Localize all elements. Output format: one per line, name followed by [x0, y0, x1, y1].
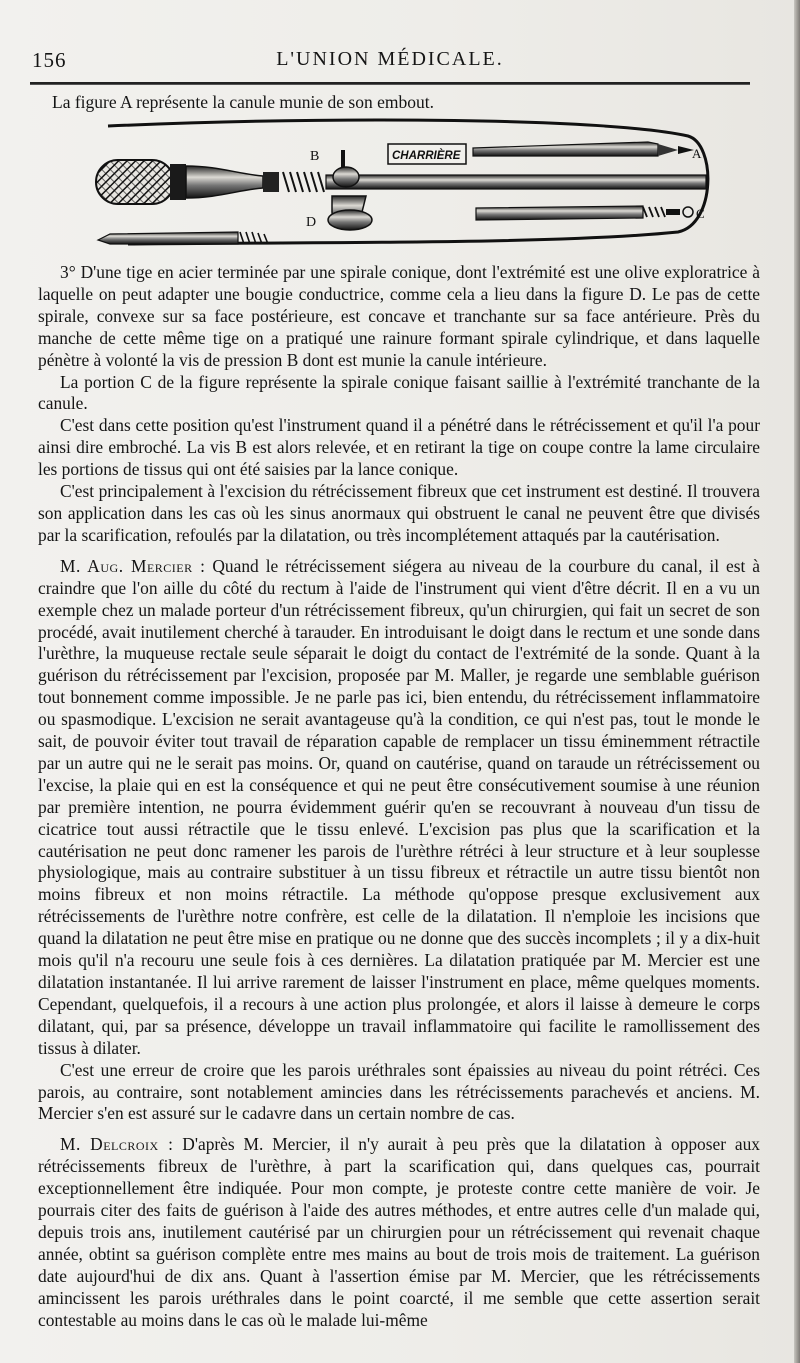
paragraph: C'est dans cette position qu'est l'instrument quand il a pénétré dans le rétrécissement et qu'il l'a pour ainsi dire embroché. La vis B est alors relevée, et en retirant la tige on coupe contre la lame circulaire les portions de tissus qui ont été saisies par la lance conique.	[38, 415, 760, 480]
article-body	[38, 262, 760, 1332]
paragraph: 3° D'une tige en acier terminée par une spirale conique, dont l'extrémité est une olive exploratrice à laquelle on peut adapter une bougie conductrice, comme cela a lieu dans la figure D. Le pas de cette spirale, convexe sur sa face postérieure, est concave et tranchante sur sa face antérieure. Près du manche de cette même tige on a pratiqué une rainure formant spirale cylindrique, et dans laquelle pénètre à volonté la vis de pression B dont est munie la canule intérieure.	[38, 262, 760, 370]
page-number: 156	[32, 48, 67, 72]
paragraph-speaker-delcroix: M. Delcroix : D'après M. Mercier, il n'y aurait à peu près que la dilatation à opposer aux rétrécissements fibreux de l'urèthre, à part la scarification qui, dans quelques cas, pourrait exceptionnellement être indiquée. Pour mon compte, je proteste contre cette manière de voir. Je pourrais citer des faits de guérison à l'aide des autres méthodes, et entre autres celle d'un malade qui, depuis trois ans, inutilement cautérisé par un chirurgien pour un rétrécissement qui revenait chaque année, obtint sa guérison complète entre mes mains au bout de trois mois de traitement. La guérison date aujourd'hui de dix ans. Quant à l'assertion émise par M. Mercier, que les rétrécissements amincissent les parois uréthrales dans le point coarcté, il me semble que cette assertion serait contestable au moins dans le cas où le malade lui-même	[38, 1134, 760, 1330]
paragraph-speaker-mercier: M. Aug. Mercier : Quand le rétrécissement siégera au niveau de la courbure du canal, il est à craindre que l'on aille du côté du rectum à l'aide de l'instrument qui vient d'être décrit. Il en a vu un exemple chez un malade porteur d'un rétrécissement fibreux, qu'un chirurgien, qui fait un secret de son procédé, avait inutilement cherché à tarauder. En introduisant le doigt dans le rectum et une sonde dans l'urèthre, la muqueuse rectale seule séparait le doigt du contact de l'extrémité de la sonde. Quant à la guérison du rétrécissement par l'excision, proposée par M. Maller, je regarde une semblable guérison tout bonnement comme impossible. Je ne parle pas ici, bien entendu, du rétrécissement inflammatoire ou spasmodique. L'excision ne serait avantageuse qu'à la condition, ce qui n'est pas, tout le monde le sait, de pouvoir éviter tout travail de réparation capable de remplacer un tissu éminemment rétractile par un autre qui ne le serait pas moins. Or, quand on cautérise, quand on taraude un rétrécissement ou l'excise, la plaie qui en est la conséquence et qui ne peut être consécutivement soumise à une réunion par première intention, ne pourra évidemment guérir qu'en se recouvrant à nouveau d'un tissu de cicatrice tout aussi rétractile que le tissu enlevé. L'excision pas plus que la scarification et la cautérisation ne peut donc ramener les parois de l'urèthre rétréci à leur structure et à leur souplesse physiologique, mais au contraire substituer à un tissu fibreux et rétractile un autre tissu bientôt non moins fibreux et non moins rétractile. La méthode qu'oppose presque exclusivement aux rétrécissements de l'urèthre notre confrère, est celle de la dilatation. Il n'emploie les incisions que quand la dilatation ne peut être mise en pratique ou ne donne que des succès incomplets ; il y a dix-huit mois qu'il n'a recouru une seule fois à ces dernières. La dilatation pratiquée par M. Mercier est une dilatation instantanée. Il lui arrive rarement de laisser l'instrument en place, même quelques moments. Cependant, quelquefois, il a recours à une action plus prolongée, et alors il laisse à demeure le corps dilatant, qui, par sa présence, développe un travail inflammatoire qui facilite le ramollissement des tissus à dilater.	[38, 555, 760, 1058]
figure-caption: La figure A représente la canule munie de son embout.	[52, 92, 434, 112]
running-title: L'UNION MÉDICALE.	[276, 48, 504, 70]
paragraph: C'est une erreur de croire que les parois uréthrales sont épaissies au niveau du point rétréci. Ces parois, au contraire, sont notablement amincies dans les rétrécissements parachevés et anciens. M. Mercier s'en est assuré sur le cadavre dans un certain nombre de cas.	[38, 1059, 760, 1124]
letter-b: B	[310, 149, 320, 164]
page-header	[32, 44, 748, 74]
speaker-name: M. Delcroix :	[60, 1134, 174, 1155]
cannula-engraving	[88, 114, 718, 254]
letter-c: C	[696, 206, 705, 221]
paragraph: La portion C de la figure représente la spirale conique faisant saillie à l'extrémité tranchante de la canule.	[38, 371, 760, 414]
charriere-stamp: CHARRIÈRE	[392, 150, 461, 162]
page-edge-shadow	[794, 0, 800, 1363]
svg-text:A: A	[692, 146, 702, 161]
header-rule	[30, 82, 750, 85]
svg-text:D: D	[306, 215, 317, 230]
speaker-name: M. Aug. Mercier :	[60, 555, 206, 576]
paragraph: C'est principalement à l'excision du rétrécissement fibreux que cet instrument est destiné. Il trouvera son application dans les cas où les sinus anormaux qui obstruent le canal ne peuvent être que divisés par la scarification, refoulés par la dilatation, ou très incomplétement attaqués par la cautérisation.	[38, 481, 760, 545]
